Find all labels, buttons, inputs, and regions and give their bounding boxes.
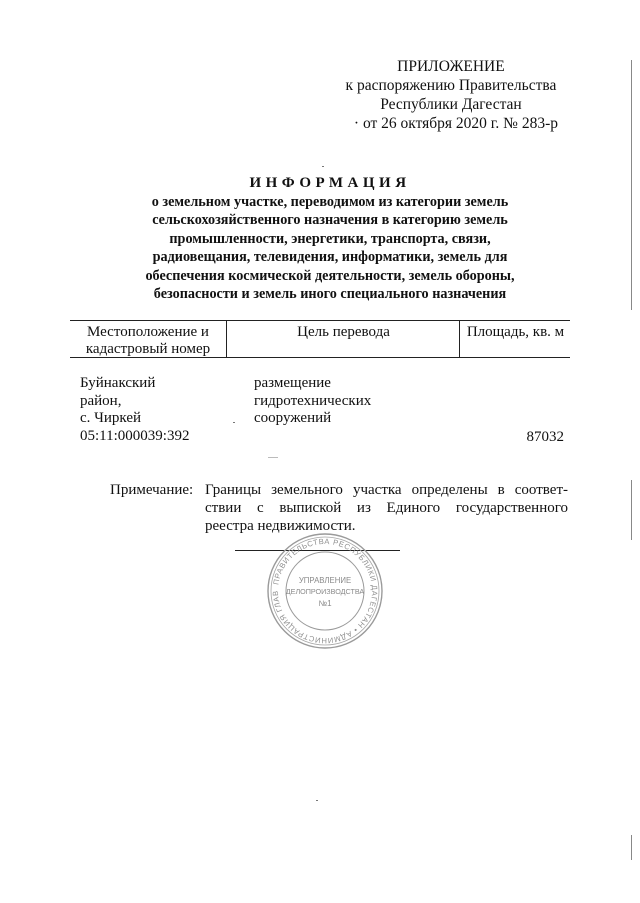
subtitle-line: сельскохозяйственного назначения в категорию земель — [152, 212, 508, 229]
scan-speck — [268, 457, 278, 458]
scan-edge — [631, 60, 632, 310]
purpose-line: размещение — [254, 375, 331, 391]
document-title: ИНФОРМАЦИЯ — [249, 175, 411, 191]
appendix-reference: к распоряжению Правительства — [345, 77, 557, 94]
subtitle-line: о земельном участке, переводимом из категории земель — [151, 194, 509, 210]
column-header-area — [459, 321, 571, 357]
cell-purpose — [254, 375, 454, 428]
stamp-center-line1: УПРАВЛЕНИЕ — [298, 576, 352, 585]
subtitle-line: обеспечения космической деятельности, земель обороны, — [145, 267, 515, 284]
stamp-seal-icon — [265, 531, 385, 651]
cell-area: 87032 — [526, 429, 564, 445]
appendix-title: ПРИЛОЖЕНИЕ — [397, 58, 505, 75]
column-header-purpose — [226, 321, 460, 357]
scan-speck — [233, 422, 235, 423]
note-line: Границы земельного участка определены в соответ- — [205, 482, 568, 498]
document-heading — [50, 173, 610, 303]
note-label: Примечание: — [110, 482, 194, 498]
purpose-line: гидротехнических — [254, 392, 372, 409]
scan-edge — [631, 480, 632, 540]
official-stamp — [265, 531, 385, 651]
note-line: реестра недвижимости. — [205, 518, 356, 534]
appendix-region: Республики Дагестан — [380, 96, 522, 113]
cadastral-number: 05:11:000039:392 — [80, 427, 190, 444]
scan-edge — [631, 835, 632, 860]
purpose-line: сооружений — [254, 410, 332, 426]
location-line: район, — [80, 392, 122, 409]
stamp-center-line2: ДЕЛОПРОИЗВОДСТВА — [285, 587, 365, 596]
stamp-center-line3: №1 — [318, 599, 332, 608]
document-subtitle — [50, 193, 610, 303]
subtitle-line: радиовещания, телевидения, информатики, земель для — [152, 249, 508, 266]
cell-location — [80, 375, 240, 445]
table-header — [70, 320, 570, 358]
appendix-header — [344, 57, 558, 133]
location-line: Буйнакский — [80, 375, 156, 391]
note-line: ствии с выпиской из Единого государственного — [205, 500, 568, 516]
column-header-location — [70, 321, 226, 357]
column-header-purpose-label: Цель перевода — [297, 324, 390, 340]
scan-speck — [316, 800, 318, 801]
note-text — [205, 481, 568, 535]
stamp-ring-text: ПРАВИТЕЛЬСТВА РЕСПУБЛИКИ ДАГЕСТАН • АДМИНИСТРАЦИЯ ГЛАВ — [270, 536, 380, 646]
column-header-location-line1: Местоположение и — [87, 324, 209, 340]
appendix-date: · от 26 октября 2020 г. № 283-р — [353, 115, 558, 132]
subtitle-line: промышленности, энергетики, транспорта, связи, — [169, 230, 491, 247]
column-header-area-label: Площадь, кв. м — [466, 324, 565, 340]
scan-speck — [322, 166, 324, 167]
location-line: с. Чиркей — [80, 410, 142, 426]
subtitle-line: безопасности и земель иного специального назначения — [153, 286, 507, 303]
column-header-location-line2: кадастровый номер — [85, 341, 211, 357]
